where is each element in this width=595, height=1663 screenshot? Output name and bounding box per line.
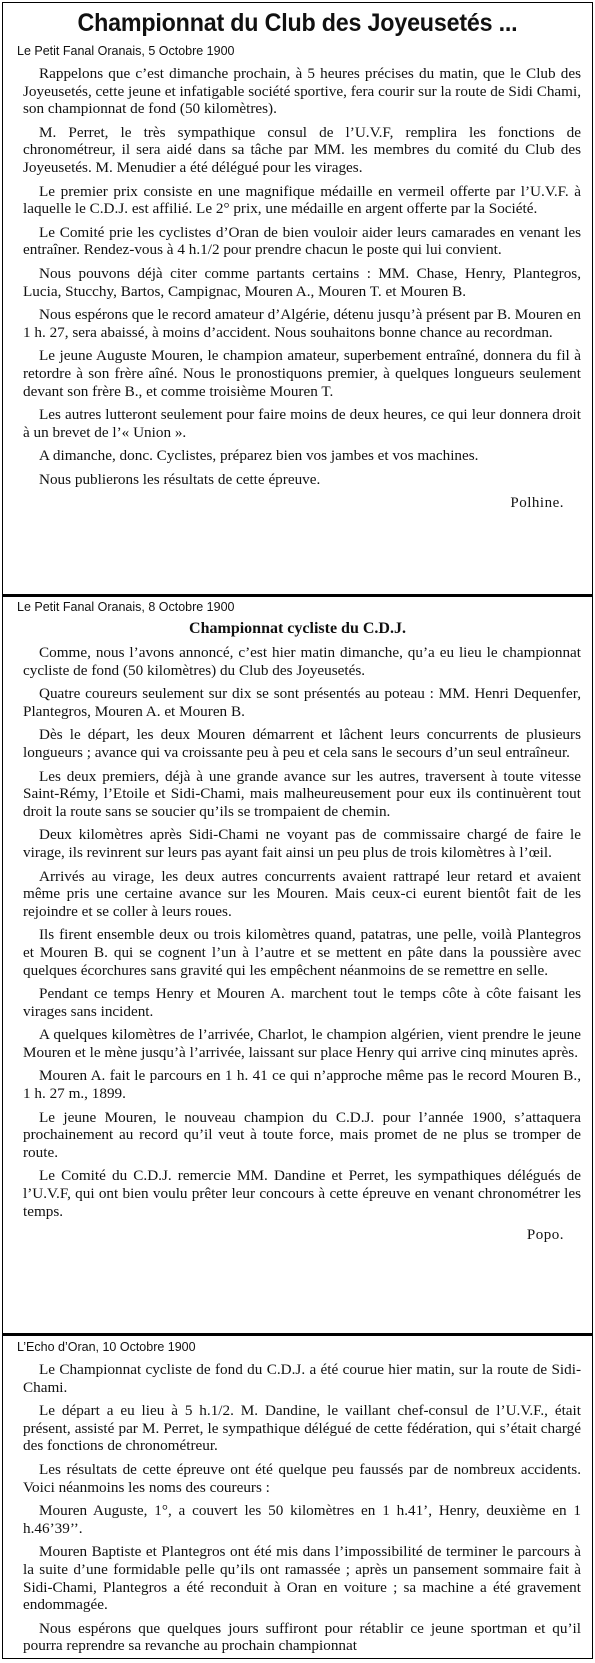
paragraph: Nous pouvons déjà citer comme partants certains : MM. Chase, Henry, Plantegros, Lucia, Stucchy, Bartos, Campignac, Mouren A., Mouren T. et Mouren B. (23, 264, 581, 300)
article-body (3, 644, 592, 1220)
paragraph: Quatre coureurs seulement sur dix se sont présentés au poteau : MM. Henri Dequenfer, Plantegros, Mouren A. et Mouren B. (23, 685, 581, 720)
paragraph: Le Comité prie les cyclistes d’Oran de bien vouloir aider leurs camarades en venant les entraîner. Rendez-vous à 4 h.1/2 pour prendre chacun le poste qui lui convient. (23, 223, 581, 259)
paragraph: Mouren A. fait le parcours en 1 h. 41 ce qui n’approche même pas le record Mouren B., 1 h. 27 m., 1899. (23, 1067, 581, 1103)
section-divider (3, 594, 592, 597)
paragraph: Deux kilomètres après Sidi-Chami ne voyant pas de commissaire chargé de faire le virage, ils revinrent sur leurs pas ayant fait ainsi un peu plus de trois kilomètres à l’œil. (23, 826, 581, 861)
paragraph: M. Perret, le très sympathique consul de l’U.V.F, remplira les fonctions de chronométreur, il sera aidé dans sa tâche par MM. les membres du comité du Club des Joyeusetés. M. Menudier a été délégué pour les virages. (23, 123, 581, 176)
paragraph: A dimanche, donc. Cyclistes, préparez bien vos jambes et vos machines. (39, 447, 479, 465)
paragraph: A quelques kilomètres de l’arrivée, Charlot, le champion algérien, vient prendre le jeune Mouren et le mène jusqu’à l’arrivée, laissant sur place Henry qui arrive cinq minutes après. (23, 1026, 581, 1061)
paragraph: Dès le départ, les deux Mouren démarrent et lâchent leurs concurrents de plusieurs longueurs ; avance qui va croissante peu à peu et cela sans le secours d’un seul entraîneur. (23, 726, 581, 761)
article-source: Le Petit Fanal Oranais, 8 Octobre 1900 (17, 600, 235, 614)
article-2 (3, 599, 592, 1244)
paragraph: Rappelons que c’est dimanche prochain, à 5 heures précises du matin, que le Club des Joyeusetés, cette jeune et infatigable société sportive, fera courir sur la route de Sidi Chami, son championnat de fond (50 kilomètres). (23, 65, 581, 118)
newspaper-page (2, 2, 593, 1659)
paragraph: Le Championnat cycliste de fond du C.D.J. a été courue hier matin, sur la route de Sidi-Chami. (23, 1361, 581, 1396)
paragraph: Arrivés au virage, les deux autres concurrents avaient rattrapé leur retard et avaient même pris une certaine avance sur les Mouren. Mais ceux-ci eurent bientôt fait de les rejoindre et se coller à leurs roues. (23, 867, 581, 920)
article-signature: Popo. (526, 1227, 564, 1244)
paragraph: Le Comité du C.D.J. remercie MM. Dandine et Perret, les sympathiques délégués de l’U.V.F, qui ont bien voulu prêter leur concours à cette épreuve en venant chronométrer les temps. (23, 1167, 581, 1220)
article-3 (3, 1339, 592, 1661)
paragraph: Les autres lutteront seulement pour faire moins de deux heures, ce qui leur donnera droit à un brevet de l’« Union ». (23, 406, 581, 441)
article-body (3, 65, 592, 488)
paragraph: Ils firent ensemble deux ou trois kilomètres quand, patatras, une pelle, voilà Plantegros et Mouren B. qui se cognent l’un à l’autre et se mettent en pâte dans la poussière avec quelques écorchures sans gravité qui les empêchent néanmoins de se remettre en selle. (23, 926, 581, 979)
paragraph: Mouren Auguste, 1°, a couvert les 50 kilomètres en 1 h.41’, Henry, deuxième en 1 h.46’39’’. (23, 1502, 581, 1537)
paragraph: Les résultats de cette épreuve ont été quelque peu faussés par de nombreux accidents. Voici néanmoins les noms des coureurs : (23, 1460, 581, 1496)
paragraph: Pendant ce temps Henry et Mouren A. marchent tout le temps côte à côte faisant les virages sans incident. (23, 985, 581, 1020)
paragraph: Le jeune Mouren, le nouveau champion du C.D.J. pour l’année 1900, s’attaquera prochainement au record qu’il veut à toute force, mais promet de ne plus se tromper de route. (23, 1108, 581, 1161)
page-title: Championnat du Club des Joyeusetés ... (77, 9, 518, 37)
article-1 (3, 43, 592, 512)
paragraph: Le jeune Auguste Mouren, le champion amateur, superbement entraîné, donnera du fil à retordre à son frère aîné. Nous le pronostiquons premier, à quelques longueurs seulement devant son frère B., et comme troisième Mouren T. (23, 347, 581, 400)
article-body (3, 1361, 592, 1655)
paragraph: Le premier prix consiste en une magnifique médaille en vermeil offerte par l’U.V.F. à laquelle le C.D.J. est affilié. Le 2° prix, une médaille en argent offerte par la Société. (23, 182, 581, 218)
paragraph: Nous espérons que quelques jours suffiront pour rétablir ce jeune sportman et qu’il pourra reprendre sa revanche au prochain championnat (23, 1619, 581, 1655)
article-source: Le Petit Fanal Oranais, 5 Octobre 1900 (17, 44, 235, 58)
paragraph: Nous espérons que le record amateur d’Algérie, détenu jusqu’à présent par B. Mouren en 1 h. 27, sera abaissé, à moins d’accident. Nous souhaitons bonne chance au recordman. (23, 306, 581, 341)
paragraph: Comme, nous l’avons annoncé, c’est hier matin dimanche, qu’a eu lieu le championnat cycliste de fond (50 kilomètres) du Club des Joyeusetés. (23, 644, 581, 679)
article-heading: Championnat cycliste du C.D.J. (189, 620, 406, 637)
article-signature: Polhine. (510, 495, 564, 512)
paragraph: Mouren Baptiste et Plantegros ont été mis dans l’impossibilité de terminer le parcours à la suite d’une formidable pelle qu’ils ont ramassée ; après un pansement sommaire fait à Sidi-Chami, Plantegros a été reconduit à Oran en voiture ; sa machine a été gravement endommagée. (23, 1543, 581, 1614)
section-divider (3, 1333, 592, 1336)
paragraph: Les deux premiers, déjà à une grande avance sur les autres, traversent à toute vitesse Saint-Rémy, l’Etoile et Sidi-Chami, mais malheureusement pour eux ils continuèrent tout droit la route sans se soucier qu’ils se trompaient de chemin. (23, 767, 581, 820)
paragraph: Le départ a eu lieu à 5 h.1/2. M. Dandine, le vaillant chef-consul de l’U.V.F., était présent, assisté par M. Perret, le sympathique délégué de cette fédération, qui s’était chargé des fonctions de chronométreur. (23, 1402, 581, 1455)
paragraph: Nous publierons les résultats de cette épreuve. (39, 470, 321, 488)
article-source: L’Echo d’Oran, 10 Octobre 1900 (17, 1340, 196, 1354)
